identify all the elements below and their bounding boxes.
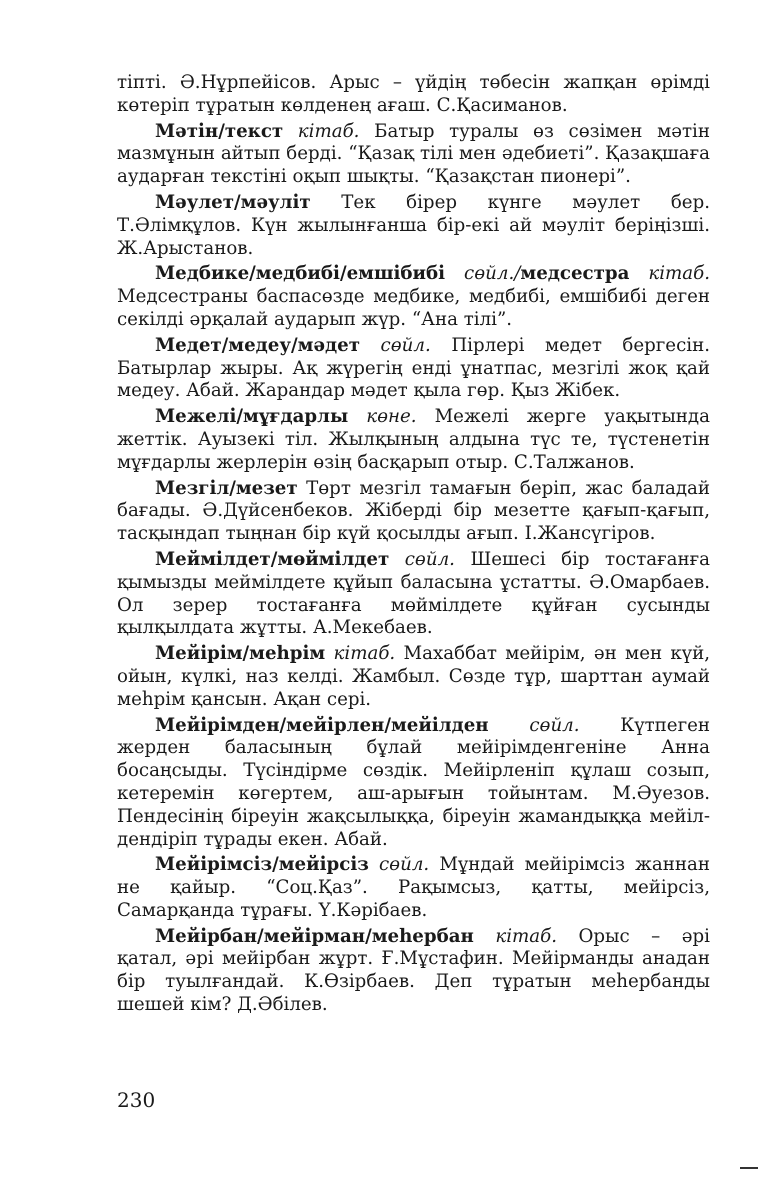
entry-text: Тек бірер күнге мәулет бер. Т.Әлімқұлов. Күн жылынғанша бір-екі ай мәуліт беріңізші. Ж.Арыстанов.	[117, 191, 710, 259]
entry-style-mark: көне.	[366, 406, 417, 428]
entry-text: Пірлері медет бергесін. Батырлар жыры. Ақ жүрегің енді ұнатпас, мезгілі жоқ қай медеу. Абай. Жарандар мәдет қыла гөр. Қыз Жібек.	[117, 334, 710, 402]
entry-text: тіпті. Ә.Нұрпейісов. Арыс – үйдің төбесін жапқан өрімді көтеріп тұратын көлденең ағаш. С.Қасиманов.	[117, 72, 710, 116]
entry-text: Батыр туралы өз сөзімен мәтін мазмұнын айтып берді. “Қазақ тілі мен әдебиеті”. Қазақшаға аударған текстіні оқып шықты. “Қазақстан пионері”.	[117, 120, 710, 188]
entry-style-mark: сөйл.	[380, 334, 431, 356]
entry-headword: Мезгіл/мезет	[155, 477, 298, 499]
entry-headword: Мейірімден/мейірлен/мейілден	[155, 714, 489, 736]
dictionary-entry	[117, 715, 710, 852]
entry-style-mark: сөйл.	[529, 714, 580, 736]
dictionary-entry	[117, 121, 710, 189]
entry-headword: Мейірімсіз/мейірсіз	[155, 854, 369, 876]
entry-headword: Мәтін/текст	[155, 120, 284, 142]
entry-style-mark: сөйл.	[404, 548, 455, 570]
entry-text: Мұндай мейірімсіз жаннан не қайыр. “Соц.Қаз”. Рақымсыз, қатты, мейірсіз, Самарқанда тұрағы. Ү.Кәрібаев.	[117, 854, 710, 921]
dictionary-entry	[117, 263, 710, 331]
dictionary-entry	[117, 335, 710, 403]
dictionary-entry	[117, 549, 710, 640]
dictionary-entry	[117, 406, 710, 474]
entry-headword: Мейірім/меһрім	[155, 643, 326, 665]
entry-headword-secondary: медсестра	[520, 263, 630, 285]
dictionary-entry	[117, 478, 710, 546]
page-number: 230	[117, 1088, 156, 1112]
entry-text: Күтпеген жерден баласының бұлай мейірімденгеніне Анна босаңсыды. Түсіндірме сөздік. Мейірленіп құлаш созып, кетеремін көгертем, аш-арығын тойынтам. М.Әуезов. Пендесінің біреуін жақсылыққа, біреуін жамандыққа мейілдендіріп тұрады екен. Абай.	[117, 714, 710, 850]
dictionary-entry	[117, 643, 710, 711]
entry-style-mark: кітаб.	[495, 925, 557, 947]
entry-headword: Мейірбан/мейірман/меһербан	[155, 925, 474, 947]
scan-mark	[740, 1167, 758, 1169]
entry-style-mark: кітаб.	[648, 263, 710, 285]
entry-headword: Медет/медеу/мәдет	[155, 334, 360, 356]
dictionary-entry	[117, 926, 710, 1017]
entry-style-mark: сөйл./	[464, 263, 521, 285]
entry-headword: Мәулет/мәуліт	[155, 191, 311, 213]
entry-style-mark: кітаб.	[297, 120, 360, 142]
entry-text: Махаббат мейірім, ән мен күй, ойын, күлкі, наз келді. Жамбыл. Сөзде тұр, шарттан аумай меһрім қансын. Ақан сері.	[117, 643, 710, 710]
entry-headword: Межелі/мұғдарлы	[155, 406, 349, 428]
entry-headword: Медбике/медбибі/емшібибі	[155, 263, 446, 285]
dictionary-entry	[117, 192, 710, 260]
entry-style-mark: сөйл.	[378, 854, 430, 876]
entry-text: Орыс – әрі қатал, әрі мейірбан жұрт. Ғ.Мұстафин. Мейірманды анадан бір туылғандай. К.Өзірбаев. Деп тұратын меһербанды шешей кім? Д.Әбілев.	[117, 925, 710, 1016]
dictionary-entry	[117, 72, 710, 118]
entry-headword: Меймілдет/мөймілдет	[155, 548, 390, 570]
page-body	[117, 72, 710, 1020]
entry-text: Межелі жерге уақытында жеттік. Ауызекі тіл. Жылқының алдына түс те, түстенетін мұғдарлы жерлерін өзің басқарып отыр. С.Талжанов.	[117, 406, 710, 473]
entry-text: Шешесі бір тостағанға қымызды меймілдете құйып баласына ұстатты. Ә.Омарбаев. Ол зерер тостағанға мөймілдете құйған сусынды қылқылдата жұтты. А.Мекебаев.	[117, 548, 710, 639]
entry-text: Медсестраны баспасөзде медбике, медбибі, емшібибі деген секілді әрқалай аударып жүр. “Ана тілі”.	[117, 286, 710, 330]
entry-style-mark: кітаб.	[333, 643, 396, 665]
entry-text: Төрт мезгіл тамағын беріп, жас баладай бағады. Ә.Дүйсенбеков. Жіберді бір мезетте қағып-қағып, тасқындап тыңнан бір күй қосылды ағып. І.Жансүгіров.	[117, 477, 710, 545]
dictionary-entry	[117, 854, 710, 922]
